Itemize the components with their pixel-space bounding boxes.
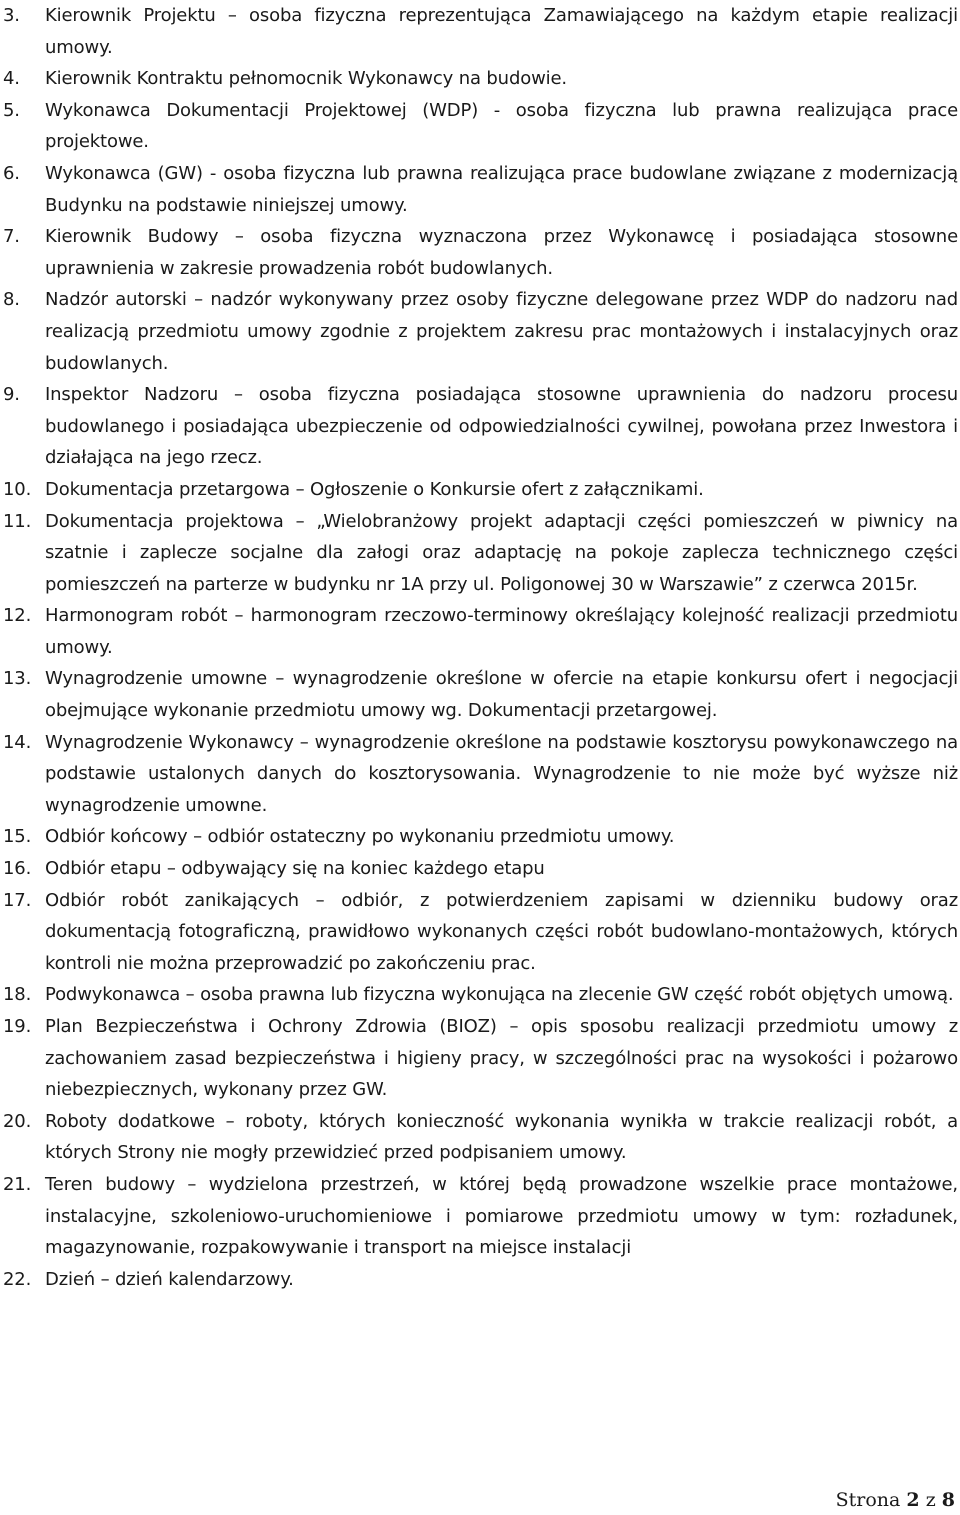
definition-item-3	[0, 0, 958, 63]
item-number: 18.	[3, 984, 32, 1006]
item-text: Wynagrodzenie umowne – wynagrodzenie określone w ofercie na etapie konkursu ofert i negocjacji obejmujące wykonanie przedmiotu umowy wg. Dokumentacji przetargowej.	[45, 668, 958, 722]
definition-item-6	[0, 158, 958, 221]
item-text: Odbiór końcowy – odbiór ostateczny po wykonaniu przedmiotu umowy.	[45, 826, 675, 848]
definition-item-18	[0, 979, 958, 1011]
definition-item-4	[0, 63, 958, 95]
item-text: Nadzór autorski – nadzór wykonywany przez osoby fizyczne delegowane przez WDP do nadzoru nad realizacją przedmiotu umowy zgodnie z projektem zakresu prac montażowych i instalacyjnych oraz budowlanych.	[45, 289, 958, 374]
footer-separator: z	[925, 1489, 936, 1511]
item-text: Roboty dodatkowe – roboty, których konieczność wykonania wynikła w trakcie realizacji robót, a których Strony nie mogły przewidzieć przed podpisaniem umowy.	[45, 1110, 958, 1164]
item-number: 10.	[3, 478, 32, 500]
item-number: 5.	[3, 99, 20, 121]
footer-label: Strona	[835, 1489, 901, 1511]
page-number-footer	[836, 1488, 955, 1512]
item-text: Inspektor Nadzoru – osoba fizyczna posiadająca stosowne uprawnienia do nadzoru procesu budowlanego i posiadająca ubezpieczenie od odpowiedzialności cywilnej, powołana przez Inwestora i działająca na jego rzecz.	[45, 384, 958, 469]
item-number: 3.	[3, 5, 20, 26]
definition-item-16	[0, 853, 958, 885]
item-number: 20.	[3, 1110, 32, 1132]
definition-item-8	[0, 284, 958, 379]
definition-item-15	[0, 821, 958, 853]
definition-item-19	[0, 1011, 958, 1106]
definition-item-11	[0, 506, 958, 601]
item-number: 4.	[3, 68, 20, 90]
item-number: 8.	[3, 289, 20, 311]
definition-item-10	[0, 474, 958, 506]
item-number: 17.	[3, 889, 32, 911]
item-text: Wykonawca (GW) - osoba fizyczna lub prawna realizująca prace budowlane związane z modernizacją Budynku na podstawie niniejszej umowy.	[45, 162, 958, 216]
item-text: Kierownik Kontraktu pełnomocnik Wykonawcy na budowie.	[45, 68, 567, 90]
item-text: Plan Bezpieczeństwa i Ochrony Zdrowia (BIOZ) – opis sposobu realizacji przedmiotu umowy z zachowaniem zasad bezpieczeństwa i higieny pracy, w szczególności prac na wysokości i pożarowo niebezpiecznych, wykonany przez GW.	[45, 1016, 958, 1101]
item-number: 13.	[3, 668, 32, 690]
item-number: 7.	[3, 226, 20, 248]
definition-item-12	[0, 600, 958, 663]
footer-total-pages: 8	[941, 1489, 955, 1511]
item-number: 15.	[3, 826, 32, 848]
item-number: 6.	[3, 162, 20, 184]
definition-item-5	[0, 95, 958, 158]
item-text: Kierownik Projektu – osoba fizyczna reprezentująca Zamawiającego na każdym etapie realizacji umowy.	[45, 5, 958, 58]
item-text: Harmonogram robót – harmonogram rzeczowo-terminowy określający kolejność realizacji przedmiotu umowy.	[45, 605, 958, 658]
definition-item-22	[0, 1264, 958, 1296]
item-text: Teren budowy – wydzielona przestrzeń, w której będą prowadzone wszelkie prace montażowe, instalacyjne, szkoleniowo-uruchomieniowe i pomiarowe przedmiotu umowy w tym: rozładunek, magazynowanie, rozpakowywanie i transport na miejsce instalacji	[45, 1173, 958, 1259]
item-text: Dokumentacja przetargowa – Ogłoszenie o Konkursie ofert z załącznikami.	[45, 478, 704, 500]
item-text: Kierownik Budowy – osoba fizyczna wyznaczona przez Wykonawcę i posiadająca stosowne uprawnienia w zakresie prowadzenia robót budowlanych.	[45, 226, 958, 279]
definition-item-20	[0, 1106, 958, 1169]
item-number: 19.	[3, 1016, 32, 1037]
item-text: Dzień – dzień kalendarzowy.	[45, 1268, 294, 1290]
item-number: 12.	[3, 605, 32, 627]
item-number: 16.	[3, 858, 32, 880]
item-text: Podwykonawca – osoba prawna lub fizyczna wykonująca na zlecenie GW część robót objętych umową.	[45, 984, 954, 1006]
item-text: Wykonawca Dokumentacji Projektowej (WDP) - osoba fizyczna lub prawna realizująca prace projektowe.	[45, 99, 958, 153]
item-number: 11.	[3, 510, 32, 532]
item-number: 21.	[3, 1173, 32, 1195]
definition-item-9	[0, 379, 958, 474]
item-number: 9.	[3, 384, 20, 406]
item-text: Dokumentacja projektowa – „Wielobranżowy projekt adaptacji części pomieszczeń w piwnicy na szatnie i zaplecze socjalne dla załogi oraz adaptację na pokoje zaplecza technicznego części pomieszczeń na parterze w budynku nr 1A przy ul. Poligonowej 30 w Warszawie” z czerwca 2015r.	[45, 510, 958, 595]
footer-current-page: 2	[906, 1489, 920, 1511]
item-number: 14.	[3, 731, 32, 753]
definition-item-13	[0, 663, 958, 726]
item-text: Odbiór robót zanikających – odbiór, z potwierdzeniem zapisami w dzienniku budowy oraz dokumentacją fotograficzną, prawidłowo wykonanych części robót budowlano-montażowych, których kontroli nie można przeprowadzić po zakończeniu prac.	[45, 889, 958, 974]
item-text: Odbiór etapu – odbywający się na koniec każdego etapu	[45, 858, 545, 880]
definition-item-21	[0, 1169, 958, 1264]
definition-item-14	[0, 727, 958, 822]
definition-item-7	[0, 221, 958, 284]
item-text: Wynagrodzenie Wykonawcy – wynagrodzenie określone na podstawie kosztorysu powykonawczego na podstawie ustalonych danych do kosztorysowania. Wynagrodzenie to nie może być wyższe niż wynagrodzenie umowne.	[45, 731, 958, 816]
item-number: 22.	[3, 1268, 32, 1290]
definition-item-17	[0, 885, 958, 980]
